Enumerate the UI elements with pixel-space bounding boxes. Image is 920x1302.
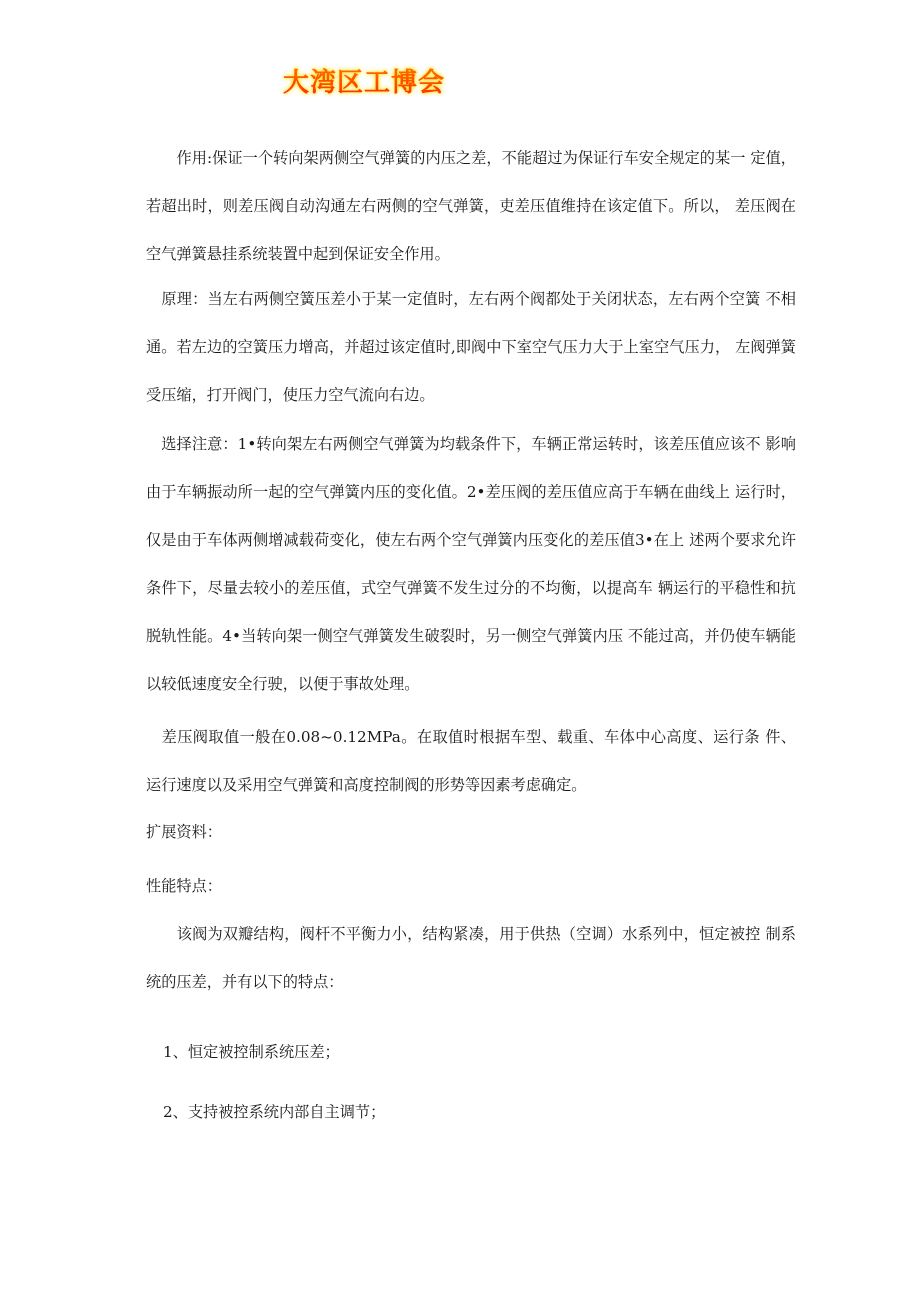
heading-features: 性能特点： (146, 877, 222, 895)
paragraph-value-range: 差压阀取值一般在0.08~0.12MPa。在取值时根据车型、载重、车体中心高度、运行条 件、运行速度以及采用空气弹簧和高度控制阀的形势等因素考虑确定。 (146, 728, 796, 794)
list-item-1: 1、恒定被控制系统压差； (163, 1043, 340, 1061)
heading-extended-info: 扩展资料： (146, 823, 222, 841)
paragraph-function: 作用:保证一个转向架两侧空气弹簧的内压之差，不能超过为保证行车安全规定的某一 定值，若超出时，则差压阀自动沟通左右两侧的空气弹簧，吏差压值维持在该定值下。所以， 差压阀在空气弹簧悬挂系统装置中起到保证安全作用。 (146, 149, 796, 263)
paragraph-principle: 原理：当左右两侧空簧压差小于某一定值时，左右两个阀都处于关闭状态，左右两个空簧 不相通。若左边的空簧压力增高，并超过该定值时,即阀中下室空气压力大于上室空气压力， 左阀弹簧受压缩，打开阀门，使压力空气流向右边。 (146, 290, 796, 404)
paragraph-valve-description: 该阀为双瓣结构，阀杆不平衡力小，结构紧凑，用于供热（空调）水系列中，恒定被控 制系统的压差，并有以下的特点： (146, 925, 796, 991)
paragraph-selection-notes: 选择注意：1•转向架左右两侧空气弹簧为均载条件下，车辆正常运转时，该差压值应该不 影响由于车辆振动所一起的空气弹簧内压的变化值。2•差压阀的差压值应高于车辆在曲线上 运行时，仅是由于车体两侧增减载荷变化，使左右两个空气弹簧内压变化的差压值3•在上 述两个要求允许条件下，尽量去较小的差压值，式空气弹簧不发生过分的不均衡，以提高车 辆运行的平稳性和抗脱轨性能。4•当转向架一侧空气弹簧发生破裂时，另一侧空气弹簧内压 不能过高，并仍使车辆能以较低速度安全行驶，以便于事故处理。 (146, 435, 796, 693)
logo-banner: 大湾区工博会 (283, 62, 445, 99)
list-item-2: 2、支持被控系统内部自主调节； (163, 1103, 386, 1121)
